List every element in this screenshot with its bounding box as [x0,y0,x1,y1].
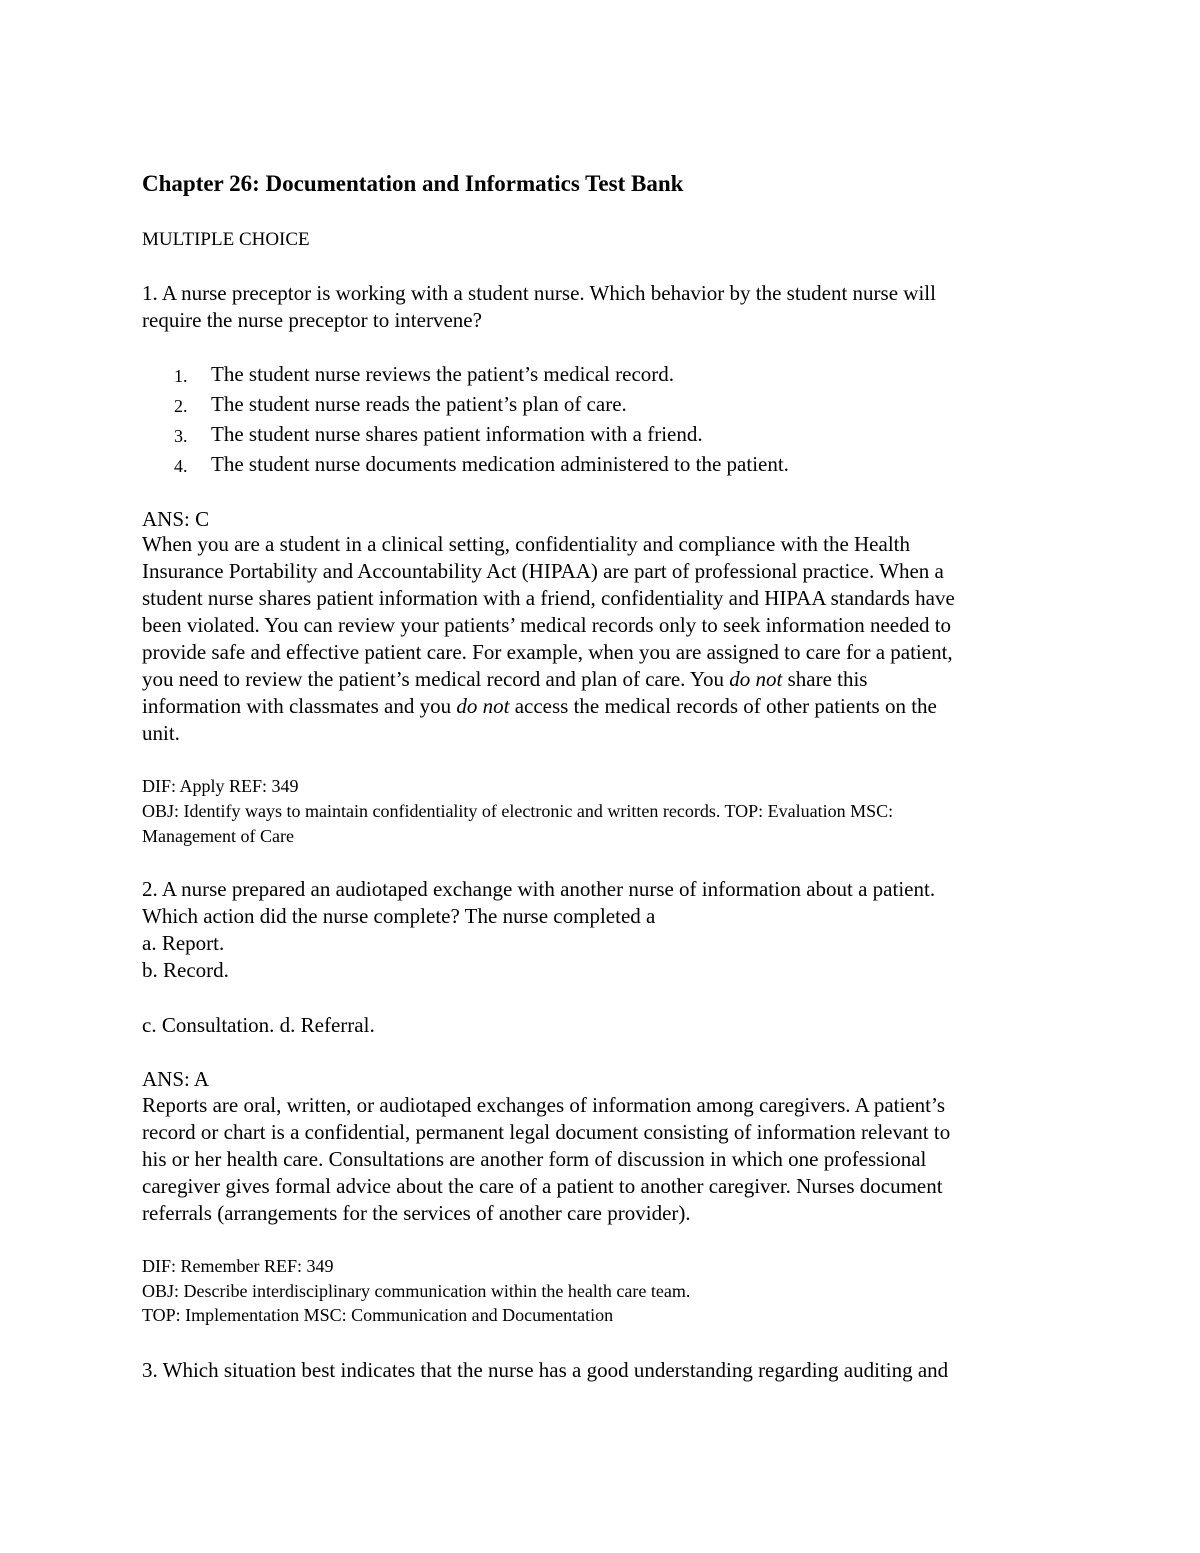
question-1-option-2: The student nurse reads the patient’s plan of care. [211,392,627,416]
question-2-meta-line-3: TOP: Implementation MSC: Communication and Documentation [142,1305,614,1325]
question-2-option-line-1: a. Report. [142,931,225,955]
question-2-stem-line-2: Which action did the nurse complete? The nurse completed a [142,904,656,928]
question-1-option-4: The student nurse documents medication administered to the patient. [211,452,789,476]
rationale-text: access the medical records of other patients on the [509,694,937,718]
question-1-meta-line-3: Management of Care [142,826,294,846]
rationale-text: information with classmates and you [142,694,457,718]
question-1-option-1: The student nurse reviews the patient’s medical record. [211,362,675,386]
question-2-rationale-line-2: record or chart is a confidential, permanent legal document consisting of information relevant to [142,1120,951,1144]
question-1-rationale-line-8: unit. [142,721,180,745]
question-1-option-1-marker: 1. [174,366,188,386]
question-1-meta-line-2: OBJ: Identify ways to maintain confidentiality of electronic and written records. TOP: Evaluation MSC: [142,801,894,821]
rationale-text: you need to review the patient’s medical record and plan of care. You [142,667,730,691]
question-2-option-line-3: c. Consultation. d. Referral. [142,1013,375,1037]
question-3-stem-line-1: 3. Which situation best indicates that the nurse has a good understanding regarding auditing and [142,1358,949,1382]
question-1-rationale-line-3: student nurse shares patient information with a friend, confidentiality and HIPAA standards have [142,586,955,610]
page-title: Chapter 26: Documentation and Informatics Test Bank [142,171,684,196]
question-1-option-3-marker: 3. [174,426,188,446]
question-1-option-4-marker: 4. [174,456,188,476]
question-1-rationale-line-5: provide safe and effective patient care. For example, when you are assigned to care for a patient, [142,640,953,664]
question-2-rationale-line-1: Reports are oral, written, or audiotaped exchanges of information among caregivers. A patient’s [142,1093,945,1117]
question-1-rationale-line-1: When you are a student in a clinical setting, confidentiality and compliance with the Health [142,532,910,556]
question-2-rationale-line-4: caregiver gives formal advice about the care of a patient to another caregiver. Nurses document [142,1174,943,1198]
emphasis-text: do not [729,667,783,691]
question-1-rationale-line-2: Insurance Portability and Accountability Act (HIPAA) are part of professional practice. When a [142,559,944,583]
section-heading: MULTIPLE CHOICE [142,229,310,250]
question-2-option-line-2: b. Record. [142,958,229,982]
question-2-meta-line-2: OBJ: Describe interdisciplinary communication within the health care team. [142,1281,691,1301]
question-1-stem-line-2: require the nurse preceptor to intervene? [142,308,482,332]
question-1-answer: ANS: C [142,507,210,531]
question-2-answer: ANS: A [142,1067,210,1091]
question-2-stem-line-1: 2. A nurse prepared an audiotaped exchange with another nurse of information about a patient. [142,877,936,901]
question-1-option-2-marker: 2. [174,396,188,416]
question-2-rationale-line-3: his or her health care. Consultations are another form of discussion in which one professional [142,1147,927,1171]
emphasis-text: do not [456,694,510,718]
question-1-stem-line-1: 1. A nurse preceptor is working with a student nurse. Which behavior by the student nurse will [142,281,936,305]
question-1-option-3: The student nurse shares patient information with a friend. [211,422,703,446]
rationale-text: share this [782,667,868,691]
question-1-rationale-line-4: been violated. You can review your patients’ medical records only to seek information needed to [142,613,952,637]
question-2-meta-line-1: DIF: Remember REF: 349 [142,1256,334,1276]
question-1-meta-line-1: DIF: Apply REF: 349 [142,776,299,796]
question-1-rationale-line-6 [142,666,867,693]
question-2-rationale-line-5: referrals (arrangements for the services of another care provider). [142,1201,691,1225]
question-1-rationale-line-7 [142,693,937,720]
